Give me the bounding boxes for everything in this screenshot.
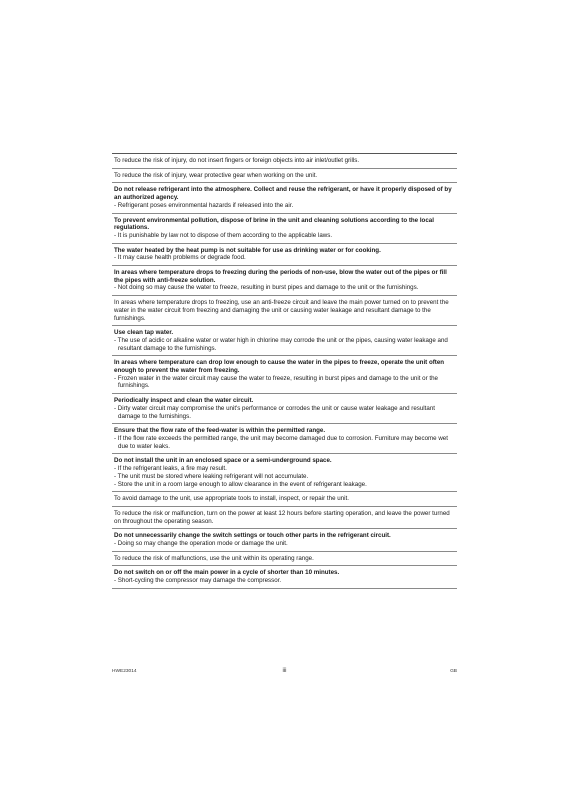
precaution-text: To reduce the risk of injury, do not insert fingers or foreign objects into air inlet/outlet grills. <box>114 157 360 164</box>
precaution-text: In areas where temperature drops to freezing, use an anti-freeze circuit and leave the main power turned on to prevent the water in the water circuit from freezing and damaging the unit or causing water leakage and resultant damage to the furnishings. <box>114 299 449 322</box>
precaution-note: - Store the unit in a room large enough to allow clearance in the event of refrigerant leakage. <box>114 480 367 488</box>
precaution-note: - Frozen water in the water circuit may cause the water to freeze, resulting in burst pipes and damage to the unit or the furnishings. <box>114 374 438 390</box>
precaution-note: - Refrigerant poses environmental hazards if released into the air. <box>114 201 294 209</box>
precaution-heading: To prevent environmental pollution, dispose of brine in the unit and cleaning solutions according to the local regulations. <box>114 216 434 232</box>
precaution-item <box>112 154 457 169</box>
document-code: HWE23014 <box>112 669 137 674</box>
precaution-heading: Do not release refrigerant into the atmosphere. Collect and reuse the refrigerant, or have it properly disposed of by an authorized agency. <box>114 186 452 202</box>
precaution-note: - It may cause health problems or degrade food. <box>114 254 246 262</box>
precaution-heading: In areas where temperature can drop low enough to cause the water in the pipes to freeze, operate the unit often enough to prevent the water from freezing. <box>114 359 445 375</box>
precaution-heading: Do not unnecessarily change the switch settings or touch other parts in the refrigerant circuit. <box>114 532 391 540</box>
precaution-item <box>112 394 457 424</box>
precaution-heading: The water heated by the heat pump is not suitable for use as drinking water or for cooking. <box>114 246 381 254</box>
precaution-note: - If the refrigerant leaks, a fire may result. <box>114 465 227 473</box>
precaution-item <box>112 356 457 394</box>
precaution-heading: Periodically inspect and clean the water circuit. <box>114 397 254 405</box>
precaution-heading: In areas where temperature drops to freezing during the periods of non-use, blow the water out of the pipes or fill the pipes with anti-freeze solution. <box>114 269 447 284</box>
precaution-item <box>112 266 457 296</box>
precaution-item <box>112 296 457 326</box>
precaution-item <box>112 507 457 529</box>
language-code: GB <box>450 669 457 674</box>
precaution-item <box>112 566 457 588</box>
precaution-text: To reduce the risk or malfunction, turn on the power at least 12 hours before starting operation, and leave the power turned on throughout the operating season. <box>114 509 450 525</box>
safety-precautions-list <box>112 153 457 589</box>
precaution-note: - Short-cycling the compressor may damage the compressor. <box>114 577 282 585</box>
precaution-item <box>112 454 457 492</box>
precaution-note: - Not doing so may cause the water to freeze, resulting in burst pipes and damage to the unit or the furnishings. <box>114 284 419 292</box>
precaution-note: - If the flow rate exceeds the permitted range, the unit may become damaged due to corrosion. Furniture may become wet due to water leaks. <box>114 434 448 450</box>
precaution-heading: Use clean tap water. <box>114 329 174 337</box>
precaution-heading: Do not install the unit in an enclosed space or a semi-underground space. <box>114 457 332 465</box>
precaution-heading: Do not switch on or off the main power in a cycle of shorter than 10 minutes. <box>114 569 340 577</box>
precaution-text: To reduce the risk of injury, wear protective gear when working on the unit. <box>114 171 318 179</box>
precaution-note: - Doing so may change the operation mode or damage the unit. <box>114 540 288 548</box>
precaution-text: To reduce the risk of malfunctions, use the unit within its operating range. <box>114 554 314 562</box>
precaution-heading: Ensure that the flow rate of the feed-water is within the permitted range. <box>114 427 326 435</box>
precaution-note: - Dirty water circuit may compromise the unit's performance or corrodes the unit or cause water leakage and resultant damage to the furnishings. <box>114 404 436 420</box>
precaution-item <box>112 529 457 551</box>
precaution-item <box>112 214 457 244</box>
precaution-item <box>112 326 457 356</box>
precaution-item <box>112 424 457 454</box>
page-number: iii <box>282 668 287 674</box>
precaution-item <box>112 183 457 213</box>
precaution-text: To avoid damage to the unit, use appropriate tools to install, inspect, or repair the unit. <box>114 495 349 503</box>
precaution-item <box>112 169 457 184</box>
precaution-item <box>112 552 457 567</box>
precaution-item <box>112 492 457 507</box>
precaution-note: - The unit must be stored where leaking refrigerant will not accumulate. <box>114 472 309 480</box>
precaution-item <box>112 244 457 266</box>
precaution-note: - The use of acidic or alkaline water or water high in chlorine may corrode the unit or the pipes, causing water leakage and resultant damage to the furnishings. <box>114 336 448 352</box>
precaution-note: - It is punishable by law not to dispose of them according to the applicable laws. <box>114 231 333 239</box>
